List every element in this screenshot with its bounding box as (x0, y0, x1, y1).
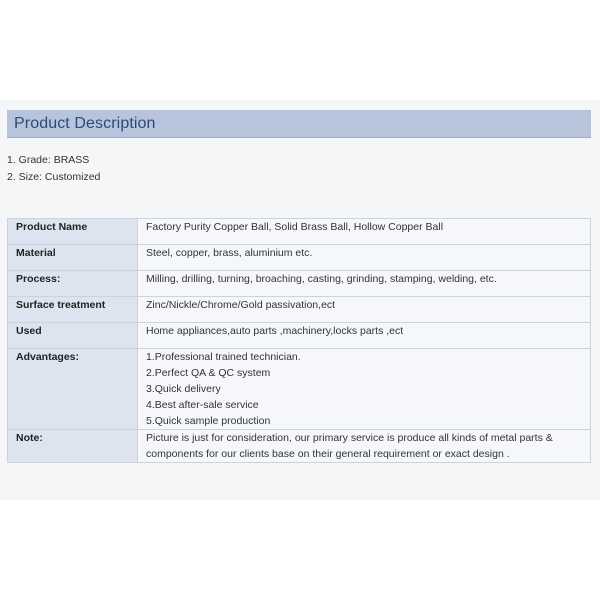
cell-line: Milling, drilling, turning, broaching, casting, grinding, stamping, welding, etc. (146, 273, 497, 285)
row-label-product-name: Product Name (8, 219, 138, 245)
row-value-advantages (138, 349, 591, 430)
cell-line: 4.Best after-sale service (146, 399, 259, 411)
cell-line: Factory Purity Copper Ball, Solid Brass Ball, Hollow Copper Ball (146, 221, 444, 233)
table-row (8, 349, 591, 430)
row-label-process: Process: (8, 271, 138, 297)
spec-grade: 1. Grade: BRASS (7, 154, 90, 166)
cell-line: 3.Quick delivery (146, 383, 221, 395)
cell-line: 2.Perfect QA & QC system (146, 367, 271, 379)
table-row (8, 271, 591, 297)
cell-line: Picture is just for consideration, our primary service is produce all kinds of metal parts & (146, 432, 553, 444)
spec-size: 2. Size: Customized (7, 171, 101, 183)
spec-list (7, 152, 100, 186)
row-value-used (138, 323, 591, 349)
section-header (7, 110, 591, 138)
cell-line: 1.Professional trained technician. (146, 351, 301, 363)
cell-line: Home appliances,auto parts ,machinery,locks parts ,ect (146, 325, 404, 337)
table-row (8, 323, 591, 349)
row-label-surface-treatment: Surface treatment (8, 297, 138, 323)
row-value-surface-treatment (138, 297, 591, 323)
row-label-material: Material (8, 245, 138, 271)
table-row (8, 219, 591, 245)
cell-line: Steel, copper, brass, aluminium etc. (146, 247, 313, 259)
product-details-table (7, 218, 591, 463)
row-label-note: Note: (8, 430, 138, 463)
table-row (8, 297, 591, 323)
row-label-advantages: Advantages: (8, 349, 138, 430)
cell-line: 5.Quick sample production (146, 415, 271, 427)
row-value-process (138, 271, 591, 297)
row-value-note (138, 430, 591, 463)
row-value-product-name (138, 219, 591, 245)
table-row (8, 245, 591, 271)
row-value-material (138, 245, 591, 271)
cell-line: components for our clients base on their general requirement or exact design . (146, 448, 510, 460)
cell-line: Zinc/Nickle/Chrome/Gold passivation,ect (146, 299, 336, 311)
table-row (8, 430, 591, 463)
section-title: Product Description (14, 114, 156, 132)
row-label-used: Used (8, 323, 138, 349)
